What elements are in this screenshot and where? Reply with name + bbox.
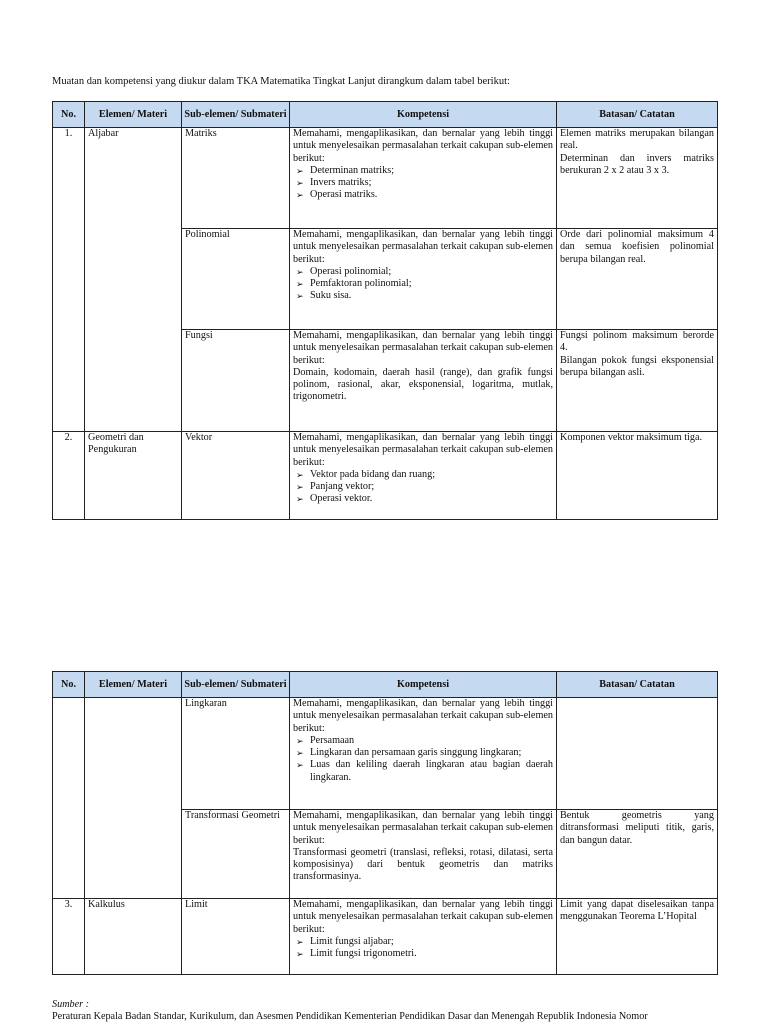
- cell-elemen: Kalkulus: [85, 899, 182, 975]
- arrow-bullet-icon: ➢: [296, 482, 304, 493]
- arrow-bullet-icon: ➢: [296, 190, 304, 201]
- arrow-bullet-icon: ➢: [296, 949, 304, 960]
- cell-kompetensi: [290, 810, 557, 899]
- arrow-bullet-icon: ➢: [296, 266, 304, 277]
- header-kompetensi: Kompetensi: [290, 102, 557, 128]
- header-elemen: Elemen/ Materi: [85, 102, 182, 128]
- header-kompetensi: Kompetensi: [290, 672, 557, 698]
- list-item: ➢ Operasi vektor.: [296, 493, 373, 505]
- cell-batasan: [557, 128, 718, 229]
- cell-sub: Lingkaran: [182, 698, 290, 810]
- header-batasan: Batasan/ Catatan: [557, 102, 718, 128]
- list-item: ➢ Luas dan keliling daerah lingkaran atau bagian daerah lingkaran.: [296, 759, 553, 783]
- cell-kompetensi: [290, 698, 557, 810]
- cell-elemen: [85, 698, 182, 899]
- competency-lead: Memahami, mengaplikasikan, dan bernalar yang lebih tinggi untuk menyelesaikan permasalahan terkait cakupan sub-elemen berikut:: [293, 128, 553, 164]
- competency-table-1: [52, 101, 718, 520]
- note-text: Bilangan pokok fungsi eksponensial berupa bilangan asli.: [560, 354, 714, 378]
- cell-batasan: [557, 899, 718, 975]
- cell-elemen: Aljabar: [85, 128, 182, 432]
- arrow-bullet-icon: ➢: [296, 735, 304, 746]
- cell-sub: Fungsi: [182, 330, 290, 432]
- header-no: No.: [53, 102, 85, 128]
- arrow-bullet-icon: ➢: [296, 469, 304, 480]
- arrow-bullet-icon: ➢: [296, 760, 304, 771]
- arrow-bullet-icon: ➢: [296, 748, 304, 759]
- arrow-bullet-icon: ➢: [296, 178, 304, 189]
- header-elemen: Elemen/ Materi: [85, 672, 182, 698]
- competency-list: [293, 266, 553, 303]
- cell-kompetensi: [290, 330, 557, 432]
- list-item: ➢ Vektor pada bidang dan ruang;: [296, 468, 436, 480]
- note-text: Limit yang dapat diselesaikan tanpa menggunakan Teorema L’Hopital: [560, 899, 714, 923]
- list-item: ➢ Limit fungsi aljabar;: [296, 935, 394, 947]
- cell-kompetensi: [290, 229, 557, 330]
- cell-batasan: [557, 698, 718, 810]
- arrow-bullet-icon: ➢: [296, 494, 304, 505]
- note-text: Elemen matriks merupakan bilangan real.: [560, 128, 714, 152]
- competency-list: [293, 165, 553, 202]
- competency-list: [293, 936, 553, 961]
- cell-no: 1.: [53, 128, 85, 432]
- list-item: ➢ Pemfaktoran polinomial;: [296, 278, 412, 290]
- competency-detail: Domain, kodomain, daerah hasil (range), dan grafik fungsi polinom, rasional, akar, eksponensial, logaritma, mutlak, trigonometri.: [293, 366, 553, 403]
- competency-lead: Memahami, mengaplikasikan, dan bernalar yang lebih tinggi untuk menyelesaikan permasalahan terkait cakupan sub-elemen berikut:: [293, 698, 553, 734]
- list-item: ➢ Suku sisa.: [296, 290, 352, 302]
- cell-batasan: [557, 432, 718, 520]
- header-sub-elemen: Sub-elemen/ Submateri: [182, 102, 290, 128]
- list-item: ➢ Operasi matriks.: [296, 189, 378, 201]
- list-item: ➢ Determinan matriks;: [296, 164, 395, 176]
- cell-kompetensi: [290, 432, 557, 520]
- competency-lead: Memahami, mengaplikasikan, dan bernalar yang lebih tinggi untuk menyelesaikan permasalahan terkait cakupan sub-elemen berikut:: [293, 899, 553, 935]
- competency-table-2: [52, 671, 718, 975]
- cell-kompetensi: [290, 899, 557, 975]
- header-batasan: Batasan/ Catatan: [557, 672, 718, 698]
- source-note: [52, 999, 717, 1024]
- list-item: ➢ Invers matriks;: [296, 177, 372, 189]
- arrow-bullet-icon: ➢: [296, 279, 304, 290]
- note-text: Bentuk geometris yang ditransformasi meliputi titik, garis, dan bangun datar.: [560, 810, 714, 846]
- cell-batasan: [557, 330, 718, 432]
- cell-sub: Transformasi Geometri: [182, 810, 290, 899]
- cell-no: [53, 698, 85, 899]
- list-item: ➢ Operasi polinomial;: [296, 265, 392, 277]
- table-header-row: [53, 672, 718, 698]
- header-no: No.: [53, 672, 85, 698]
- arrow-bullet-icon: ➢: [296, 936, 304, 947]
- competency-list: [293, 735, 553, 784]
- cell-sub: Limit: [182, 899, 290, 975]
- header-sub-elemen: Sub-elemen/ Submateri: [182, 672, 290, 698]
- cell-sub: Matriks: [182, 128, 290, 229]
- source-label: Sumber :: [52, 999, 90, 1010]
- table-row: [53, 899, 718, 975]
- arrow-bullet-icon: ➢: [296, 165, 304, 176]
- cell-sub: Polinomial: [182, 229, 290, 330]
- note-text: Determinan dan invers matriks berukuran 2 x 2 atau 3 x 3.: [560, 152, 714, 176]
- competency-lead: Memahami, mengaplikasikan, dan bernalar yang lebih tinggi untuk menyelesaikan permasalahan terkait cakupan sub-elemen berikut:: [293, 810, 553, 846]
- cell-elemen: Geometri dan Pengukuran: [85, 432, 182, 520]
- table-row: [53, 128, 718, 229]
- cell-no: 3.: [53, 899, 85, 975]
- intro-text: Muatan dan kompetensi yang diukur dalam TKA Matematika Tingkat Lanjut dirangkum dalam tabel berikut:: [52, 76, 510, 87]
- cell-sub: Vektor: [182, 432, 290, 520]
- table-row: [53, 432, 718, 520]
- competency-lead: Memahami, mengaplikasikan, dan bernalar yang lebih tinggi untuk menyelesaikan permasalahan terkait cakupan sub-elemen berikut:: [293, 229, 553, 265]
- cell-batasan: [557, 229, 718, 330]
- cell-batasan: [557, 810, 718, 899]
- arrow-bullet-icon: ➢: [296, 291, 304, 302]
- cell-kompetensi: [290, 128, 557, 229]
- competency-detail: Transformasi geometri (translasi, refleksi, rotasi, dilatasi, serta komposisinya) dari bentuk geometris dan matriks transformasinya.: [293, 846, 553, 883]
- note-text: Fungsi polinom maksimum berorde 4.: [560, 330, 714, 354]
- list-item: ➢ Lingkaran dan persamaan garis singgung lingkaran;: [296, 747, 522, 759]
- table-row: [53, 698, 718, 810]
- note-text: Komponen vektor maksimum tiga.: [560, 432, 703, 443]
- list-item: ➢ Limit fungsi trigonometri.: [296, 948, 417, 960]
- list-item: ➢ Persamaan: [296, 734, 355, 746]
- competency-list: [293, 469, 553, 506]
- table-header-row: [53, 102, 718, 128]
- cell-no: 2.: [53, 432, 85, 520]
- list-item: ➢ Panjang vektor;: [296, 481, 375, 493]
- competency-lead: Memahami, mengaplikasikan, dan bernalar yang lebih tinggi untuk menyelesaikan permasalahan terkait cakupan sub-elemen berikut:: [293, 432, 553, 468]
- source-text: Peraturan Kepala Badan Standar, Kurikulum, dan Asesmen Pendidikan Kementerian Pendidikan Dasar dan Menengah Republik Indonesia Nomor: [52, 1011, 648, 1023]
- note-text: Orde dari polinomial maksimum 4 dan semua koefisien polinomial berupa bilangan real.: [560, 229, 714, 265]
- competency-lead: Memahami, mengaplikasikan, dan bernalar yang lebih tinggi untuk menyelesaikan permasalahan terkait cakupan sub-elemen berikut:: [293, 330, 553, 366]
